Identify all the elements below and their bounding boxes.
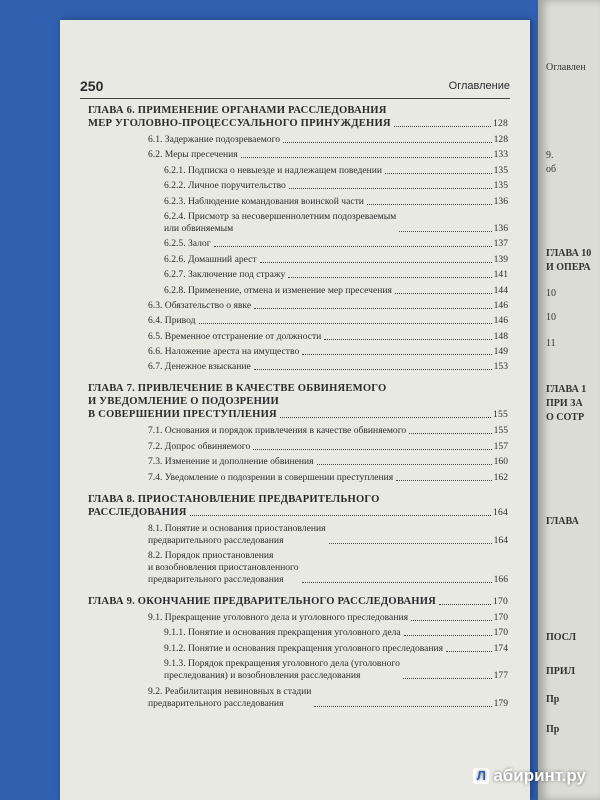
facing-page-text: Оглавлен xyxy=(546,62,586,73)
leader-dots xyxy=(214,246,492,247)
leader-dots xyxy=(260,262,492,263)
header-rule xyxy=(80,98,510,99)
toc-page-number: 136 xyxy=(493,222,508,234)
toc-entry-label xyxy=(164,238,211,250)
facing-page-text: ПРИЛ xyxy=(546,666,576,677)
toc-page-number: 164 xyxy=(493,534,508,546)
chapter-title-line: МЕР УГОЛОВНО-ПРОЦЕССУАЛЬНОГО ПРИНУЖДЕНИЯ xyxy=(88,118,391,129)
toc-entry-line: предварительного расследования xyxy=(148,697,284,709)
leader-dots xyxy=(254,369,492,370)
toc-page-number: 153 xyxy=(493,361,508,373)
toc-entry-label xyxy=(148,550,299,586)
leader-dots xyxy=(404,635,492,636)
labirint-logo-icon: Л xyxy=(473,768,489,784)
toc-entry-line: 6.2.7. Заключение под стражу xyxy=(164,269,286,281)
toc-page-number: 160 xyxy=(493,456,508,468)
toc-entry-label xyxy=(164,211,396,235)
leader-dots xyxy=(395,293,492,294)
toc-entry-label xyxy=(164,196,364,208)
toc-entry-line: 8.2. Порядок приостановления xyxy=(148,550,274,562)
toc-page-number: 170 xyxy=(493,627,508,639)
chapter-page-number: 164 xyxy=(493,506,508,518)
leader-dots xyxy=(317,464,492,465)
toc-entry-label xyxy=(164,254,257,266)
running-title: Оглавление xyxy=(448,80,510,92)
toc-entry-line: 6.4. Привод xyxy=(148,315,196,327)
toc-entry xyxy=(88,643,508,655)
toc-entry xyxy=(88,612,508,624)
toc-entry-line: 9.1. Прекращение уголовного дела и уголовного преследования xyxy=(148,612,409,624)
toc-entry-label xyxy=(148,441,250,453)
leader-dots xyxy=(253,449,491,450)
facing-page-text: ГЛАВА 1 xyxy=(546,384,587,395)
page-header xyxy=(80,78,510,96)
toc-page-number: 170 xyxy=(493,612,508,624)
toc-chapter xyxy=(88,104,508,130)
leader-dots xyxy=(324,339,491,340)
leader-dots xyxy=(288,277,491,278)
leader-dots xyxy=(280,417,491,418)
toc-entry-label xyxy=(148,472,393,484)
toc-entry xyxy=(88,441,508,453)
leader-dots xyxy=(302,354,491,355)
leader-dots xyxy=(314,706,491,707)
toc-entry-line: или обвиняемым xyxy=(164,222,234,234)
toc-entry-line: 6.6. Наложение ареста на имущество xyxy=(148,346,300,358)
toc-page-number: 144 xyxy=(493,284,508,296)
toc-entry-label xyxy=(148,686,311,710)
toc-entry-label xyxy=(148,425,406,437)
toc-entry-line: 6.2. Меры пресечения xyxy=(148,149,238,161)
toc-entry-line: 8.1. Понятие и основания приостановления xyxy=(148,522,326,534)
chapter-title-line: И УВЕДОМЛЕНИЕ О ПОДОЗРЕНИИ xyxy=(88,396,279,408)
toc-entry-line: 6.5. Временное отстранение от должности xyxy=(148,330,322,342)
toc-page-number: 128 xyxy=(493,134,508,145)
toc-entry xyxy=(88,456,508,468)
toc-entry-label xyxy=(148,149,238,161)
toc-entry-line: предварительного расследования xyxy=(148,574,284,586)
toc-chapter xyxy=(88,595,508,608)
toc-entry-line: 6.2.5. Залог xyxy=(164,238,211,250)
toc-entry-label xyxy=(148,361,251,373)
toc-entry-line: 9.1.2. Понятие и основания прекращения уголовного преследования xyxy=(164,642,444,654)
toc-page-number: 146 xyxy=(493,315,508,327)
toc-entry xyxy=(88,165,508,177)
facing-page-text: И ОПЕРА xyxy=(546,262,591,273)
chapter-title-line: В СОВЕРШЕНИИ ПРЕСТУПЛЕНИЯ xyxy=(88,409,277,421)
leader-dots xyxy=(289,188,492,189)
watermark xyxy=(473,766,586,786)
toc-entry-label xyxy=(148,612,408,624)
toc-entry-line: преследования) и возобновления расследования xyxy=(164,670,361,682)
toc-chapter xyxy=(88,493,508,519)
toc-entry xyxy=(88,285,508,297)
toc-entry xyxy=(88,300,508,312)
table-of-contents xyxy=(88,104,508,713)
leader-dots xyxy=(283,142,492,143)
toc-entry xyxy=(88,269,508,281)
toc-page-number: 135 xyxy=(493,180,508,192)
book-page xyxy=(60,20,530,800)
toc-entry xyxy=(88,658,508,682)
leader-dots xyxy=(409,433,491,434)
facing-page-text: ПРИ ЗА xyxy=(546,398,583,409)
leader-dots xyxy=(190,515,491,516)
toc-entry-line: 7.4. Уведомление о подозрении в совершении преступления xyxy=(148,471,394,483)
toc-page-number: 179 xyxy=(493,697,508,709)
leader-dots xyxy=(399,231,491,232)
chapter-title-line: ГЛАВА 7. ПРИВЛЕЧЕНИЕ В КАЧЕСТВЕ ОБВИНЯЕМОГО xyxy=(88,383,387,395)
toc-entry-label xyxy=(164,180,286,192)
toc-entry xyxy=(88,149,508,161)
facing-page-text: ПОСЛ xyxy=(546,632,577,643)
toc-page-number: 139 xyxy=(493,253,508,265)
toc-entry-line: 9.1.1. Понятие и основания прекращения уголовного дела xyxy=(164,627,401,639)
toc-entry xyxy=(88,315,508,327)
facing-page-text: ГЛАВА xyxy=(546,516,579,527)
toc-entry-line: 6.2.2. Личное поручительство xyxy=(164,180,286,192)
toc-entry-line: 6.2.6. Домашний арест xyxy=(164,253,257,265)
toc-entry-line: предварительного расследования xyxy=(148,534,284,546)
toc-page-number: 141 xyxy=(493,269,508,281)
chapter-title-line: РАССЛЕДОВАНИЯ xyxy=(88,506,187,518)
toc-page-number: 146 xyxy=(493,299,508,311)
toc-entry-label xyxy=(148,315,196,327)
toc-entry xyxy=(88,425,508,437)
toc-entry xyxy=(88,686,508,710)
leader-dots xyxy=(446,651,492,652)
toc-entry-label xyxy=(164,165,382,177)
toc-page-number: 136 xyxy=(493,195,508,207)
toc-entry-label xyxy=(148,523,326,547)
toc-entry-line: 6.2.8. Применение, отмена и изменение мер пресечения xyxy=(164,284,392,296)
toc-entry xyxy=(88,238,508,250)
chapter-title-line: ГЛАВА 8. ПРИОСТАНОВЛЕНИЕ ПРЕДВАРИТЕЛЬНОГО xyxy=(88,493,380,505)
toc-entry-line: 6.2.4. Присмотр за несовершеннолетним подозреваемым xyxy=(164,210,397,222)
toc-entry xyxy=(88,254,508,266)
page-number: 250 xyxy=(80,78,104,94)
facing-page-text: 11 xyxy=(546,338,556,349)
toc-entry xyxy=(88,361,508,373)
toc-entry-label xyxy=(148,346,299,358)
leader-dots xyxy=(367,204,492,205)
toc-entry-line: 7.3. Изменение и дополнение обвинения xyxy=(148,456,314,468)
chapter-page-number: 155 xyxy=(493,409,508,421)
leader-dots xyxy=(241,157,492,158)
toc-entry-line: 6.2.1. Подписка о невыезде и надлежащем поведении xyxy=(164,164,383,176)
facing-page-text: об xyxy=(546,164,557,175)
toc-page-number: 157 xyxy=(493,440,508,452)
toc-chapter xyxy=(88,382,508,421)
watermark-text: абиринт.ру xyxy=(493,766,586,785)
toc-page-number: 135 xyxy=(493,164,508,176)
toc-entry xyxy=(88,627,508,639)
toc-entry xyxy=(88,472,508,484)
toc-entry-line: 6.2.3. Наблюдение командования воинской части xyxy=(164,195,364,207)
chapter-title-line: ГЛАВА 9. ОКОНЧАНИЕ ПРЕДВАРИТЕЛЬНОГО РАССЛЕДОВАНИЯ xyxy=(88,596,437,608)
chapter-page-number: 128 xyxy=(493,118,508,129)
leader-dots xyxy=(411,620,492,621)
leader-dots xyxy=(302,582,492,583)
leader-dots xyxy=(385,173,492,174)
leader-dots xyxy=(199,323,492,324)
toc-entry-label xyxy=(164,269,285,281)
chapter-title-line: ГЛАВА 6. ПРИМЕНЕНИЕ ОРГАНАМИ РАССЛЕДОВАНИЯ xyxy=(88,105,387,116)
toc-entry-label xyxy=(164,658,400,682)
toc-entry-label xyxy=(148,134,280,146)
chapter-page-number: 170 xyxy=(493,596,508,608)
toc-entry-line: 9.2. Реабилитация невиновных в стадии xyxy=(148,685,312,697)
toc-page-number: 177 xyxy=(493,670,508,682)
toc-page-number: 155 xyxy=(493,425,508,437)
leader-dots xyxy=(254,308,491,309)
toc-entry xyxy=(88,211,508,235)
toc-entry-line: 7.1. Основания и порядок привлечения в качестве обвиняемого xyxy=(148,425,407,437)
toc-entry xyxy=(88,180,508,192)
toc-entry xyxy=(88,346,508,358)
toc-entry xyxy=(88,550,508,586)
toc-entry-label xyxy=(164,643,443,655)
toc-page-number: 149 xyxy=(493,346,508,358)
toc-page-number: 133 xyxy=(493,149,508,161)
leader-dots xyxy=(403,678,492,679)
toc-entry-label xyxy=(148,456,314,468)
toc-entry-label xyxy=(148,300,251,312)
facing-page-text: Пр xyxy=(546,724,560,735)
leader-dots xyxy=(396,480,491,481)
toc-page-number: 162 xyxy=(493,471,508,483)
toc-page-number: 137 xyxy=(493,238,508,250)
toc-entry-line: 9.1.3. Порядок прекращения уголовного дела (уголовного xyxy=(164,658,400,670)
leader-dots xyxy=(439,604,491,605)
toc-entry-line: 7.2. Допрос обвиняемого xyxy=(148,440,251,452)
toc-entry-label xyxy=(164,285,392,297)
facing-page-text: 10 xyxy=(546,312,556,323)
toc-entry-line: 6.3. Обязательство о явке xyxy=(148,299,252,311)
leader-dots xyxy=(394,126,491,127)
leader-dots xyxy=(329,543,492,544)
toc-entry-label xyxy=(148,331,321,343)
toc-entry xyxy=(88,196,508,208)
toc-entry-label xyxy=(164,627,401,639)
toc-entry xyxy=(88,134,508,146)
toc-page-number: 174 xyxy=(493,642,508,654)
toc-entry-line: 6.1. Задержание подозреваемого xyxy=(148,134,281,145)
facing-page-text: 9. xyxy=(546,150,554,161)
toc-page-number: 148 xyxy=(493,330,508,342)
toc-page-number: 166 xyxy=(493,574,508,586)
toc-entry xyxy=(88,331,508,343)
toc-entry xyxy=(88,523,508,547)
toc-entry-line: 6.7. Денежное взыскание xyxy=(148,361,251,373)
facing-page-text: 10 xyxy=(546,288,556,299)
facing-page-text: О СОТР xyxy=(546,412,585,423)
facing-page xyxy=(538,0,600,800)
facing-page-text: ГЛАВА 10 xyxy=(546,248,592,259)
toc-entry-line: и возобновления приостановленного xyxy=(148,562,299,574)
facing-page-text: Пр xyxy=(546,694,560,705)
